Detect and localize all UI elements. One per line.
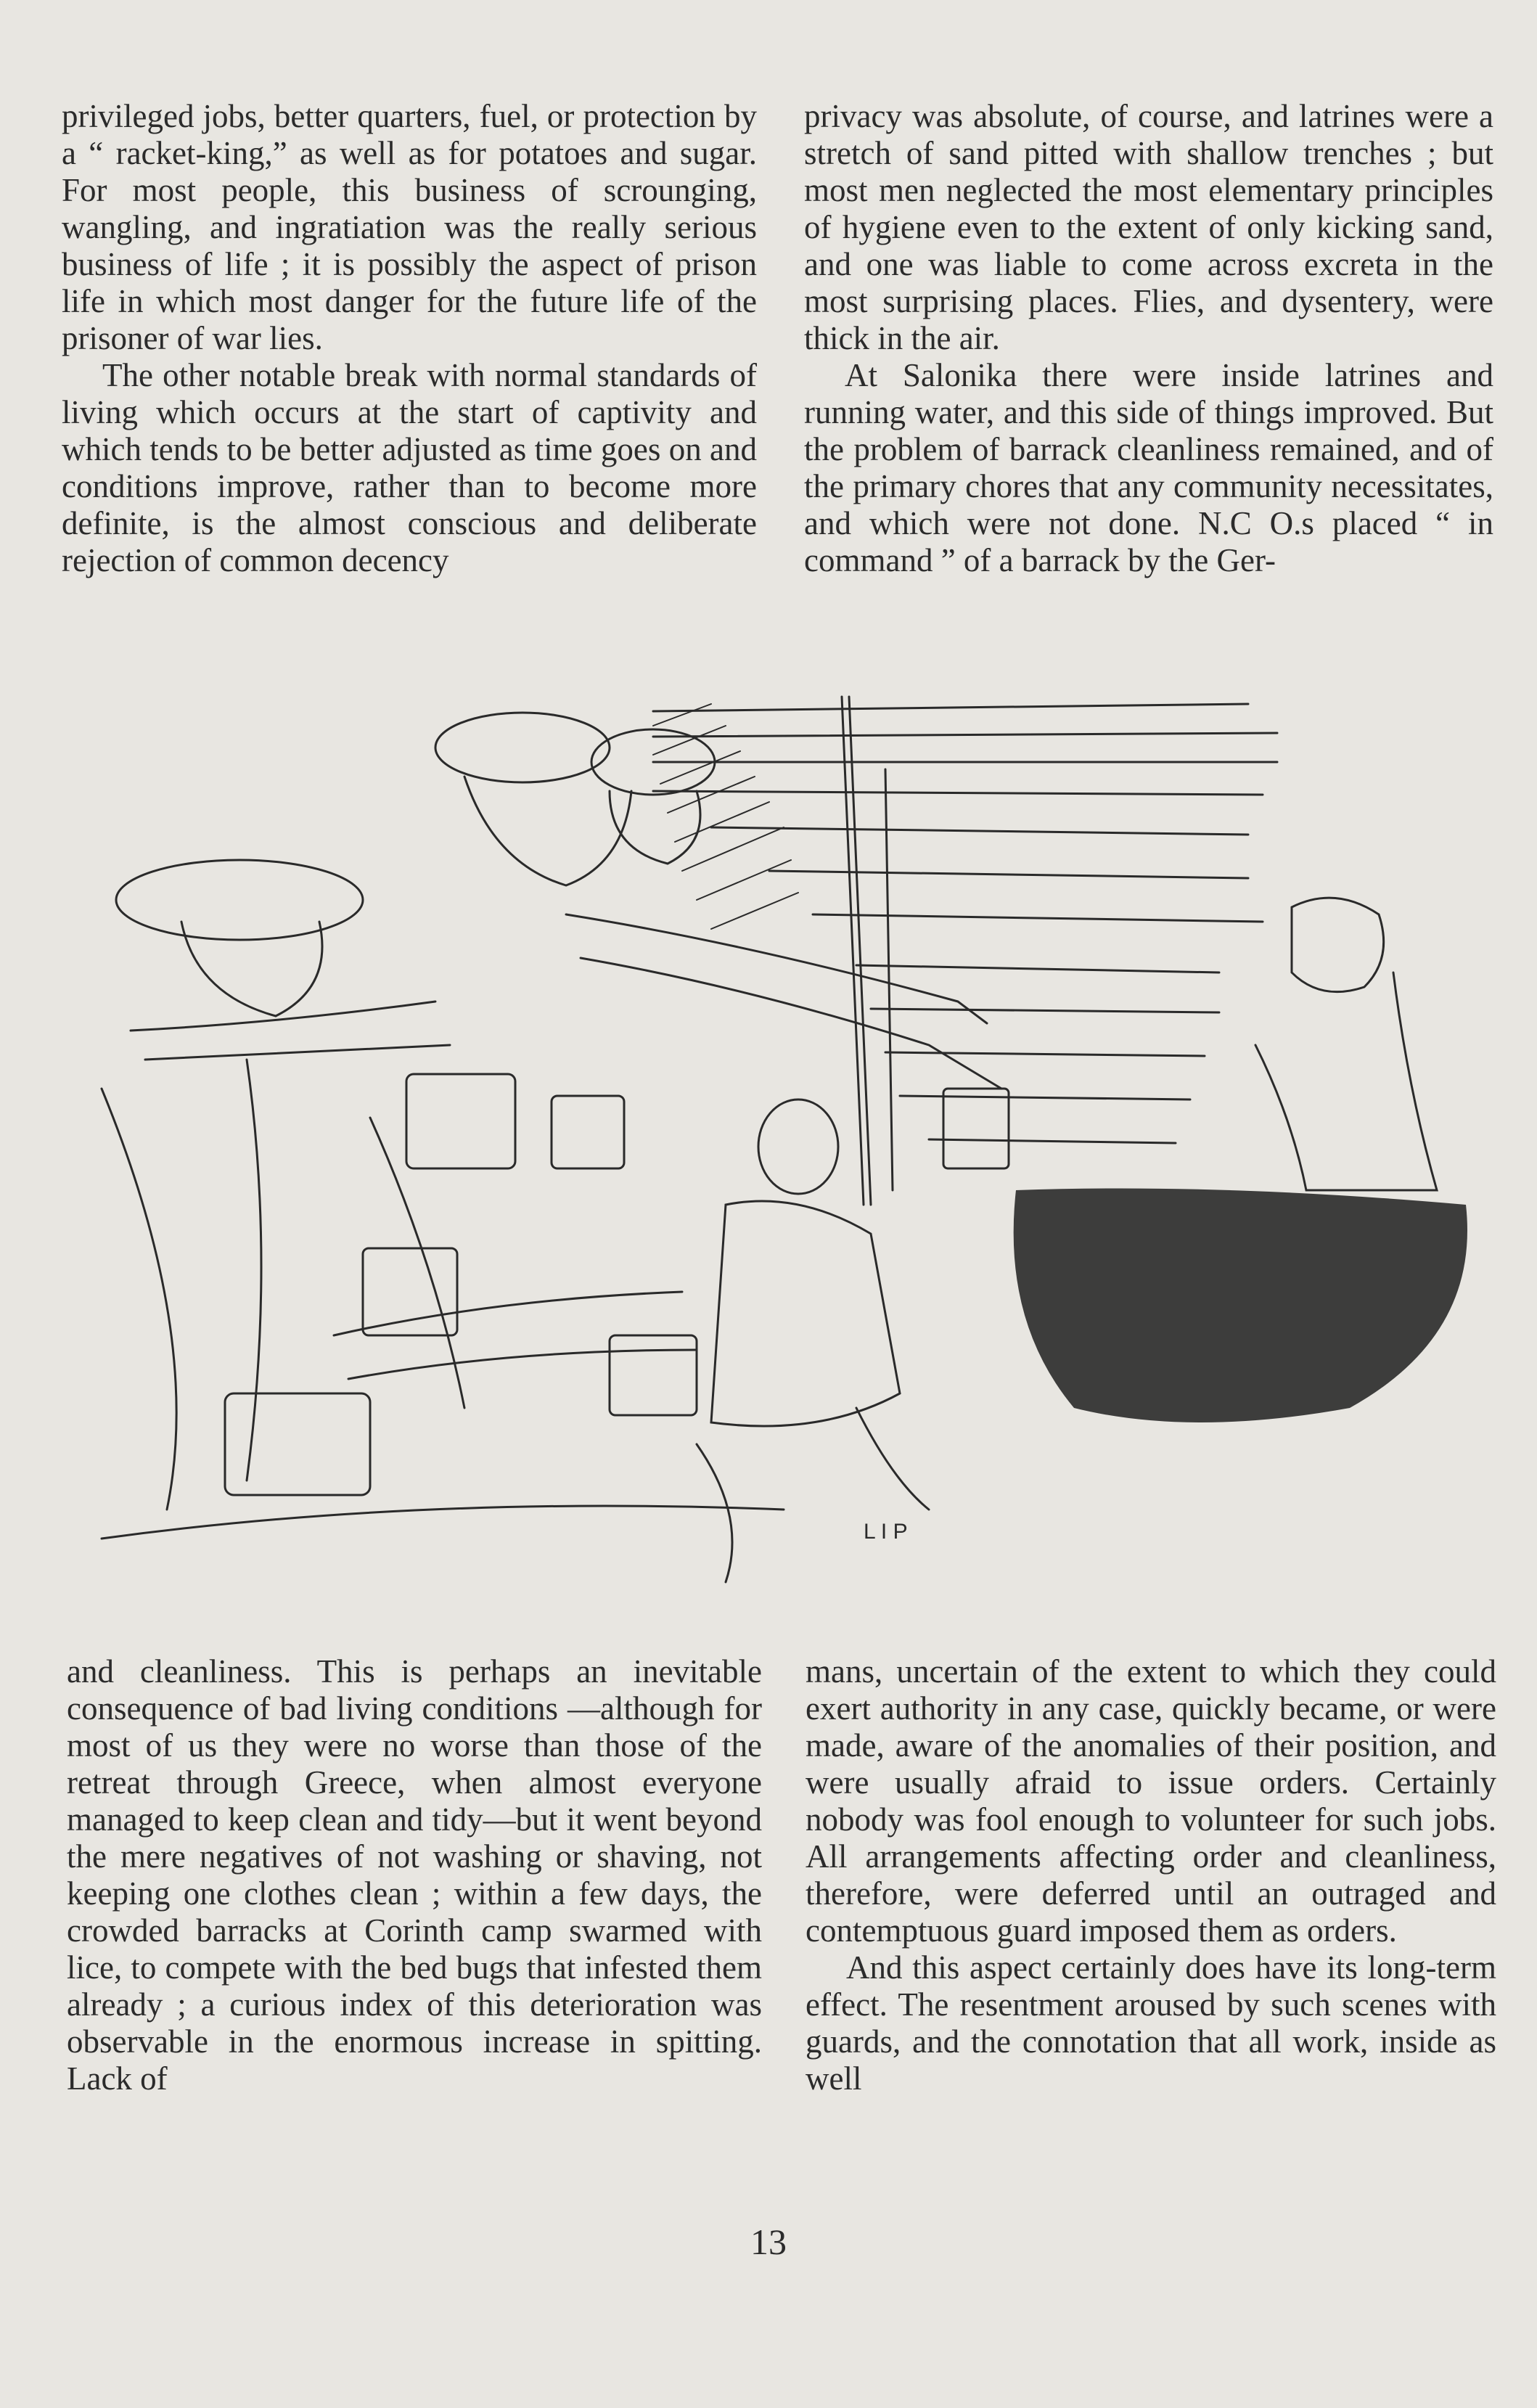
shading-hatch <box>653 704 798 929</box>
column-top-left <box>62 98 757 579</box>
page-number: 13 <box>750 2221 787 2262</box>
prisoner-figures <box>102 713 1437 1582</box>
paragraph: privileged jobs, better quarters, fuel, or protection by a “ racket-king,” as well as for potatoes and sugar. For most people, this business of scrounging, wangling, and ingratiation was the really serious business of life ; it is possibly the aspect of prison life in which most danger for the future life of the prisoner of war lies. <box>62 98 757 356</box>
column-bottom-left <box>67 1653 762 2097</box>
illustration-prisoners-at-fence <box>58 682 1502 1640</box>
ground-shadow <box>1014 1189 1467 1423</box>
paragraph: mans, uncertain of the extent to which they could exert authority in any case, quickly became, or were made, aware of the anomalies of their position, and were usually afraid to issue orders. Certainly nobody was fool enough to volunteer for such jobs. All arrangements affecting order and cleanliness, therefore, were deferred until an outraged and contemptuous guard imposed them as orders. <box>806 1653 1496 1949</box>
barbed-wire-fence <box>653 697 1277 1205</box>
paragraph: And this aspect certainly does have its long-term effect. The resentment aroused by such scenes with guards, and the connotation that all work, inside as well <box>806 1949 1496 2097</box>
paragraph: The other notable break with normal standards of living which occurs at the start of captivity and which tends to be better adjusted as time goes on and conditions improve, rather than to become more definite, is the almost conscious and deliberate rejection of common decency <box>62 357 757 578</box>
column-top-right <box>804 98 1493 579</box>
paragraph: and cleanliness. This is perhaps an inevitable consequence of bad living conditions —although for most of us they were no worse than those of the retreat through Greece, when almost everyone managed to keep clean and tidy—but it went beyond the mere negatives of not washing or shaving, not keeping one clothes clean ; within a few days, the crowded barracks at Corinth camp swarmed with lice, to compete with the bed bugs that infested them already ; a curious index of this deterioration was observable in the enormous increase in spitting. Lack of <box>67 1653 762 2097</box>
paragraph: privacy was absolute, of course, and latrines were a stretch of sand pitted with shallow trenches ; but most men neglected the most elementary principles of hygiene even to the extent of only kicking sand, and one was liable to come across excreta in the most surprising places. Flies, and dysentery, were thick in the air. <box>804 98 1493 356</box>
column-bottom-right <box>806 1653 1496 2097</box>
artist-signature: L I P <box>864 1520 908 1544</box>
paragraph: At Salonika there were inside latrines and running water, and this side of things improved. But the problem of barrack cleanliness remained, and of the primary chores that any community necessitates, and which were not done. N.C O.s placed “ in command ” of a barrack by the Ger- <box>804 357 1493 578</box>
